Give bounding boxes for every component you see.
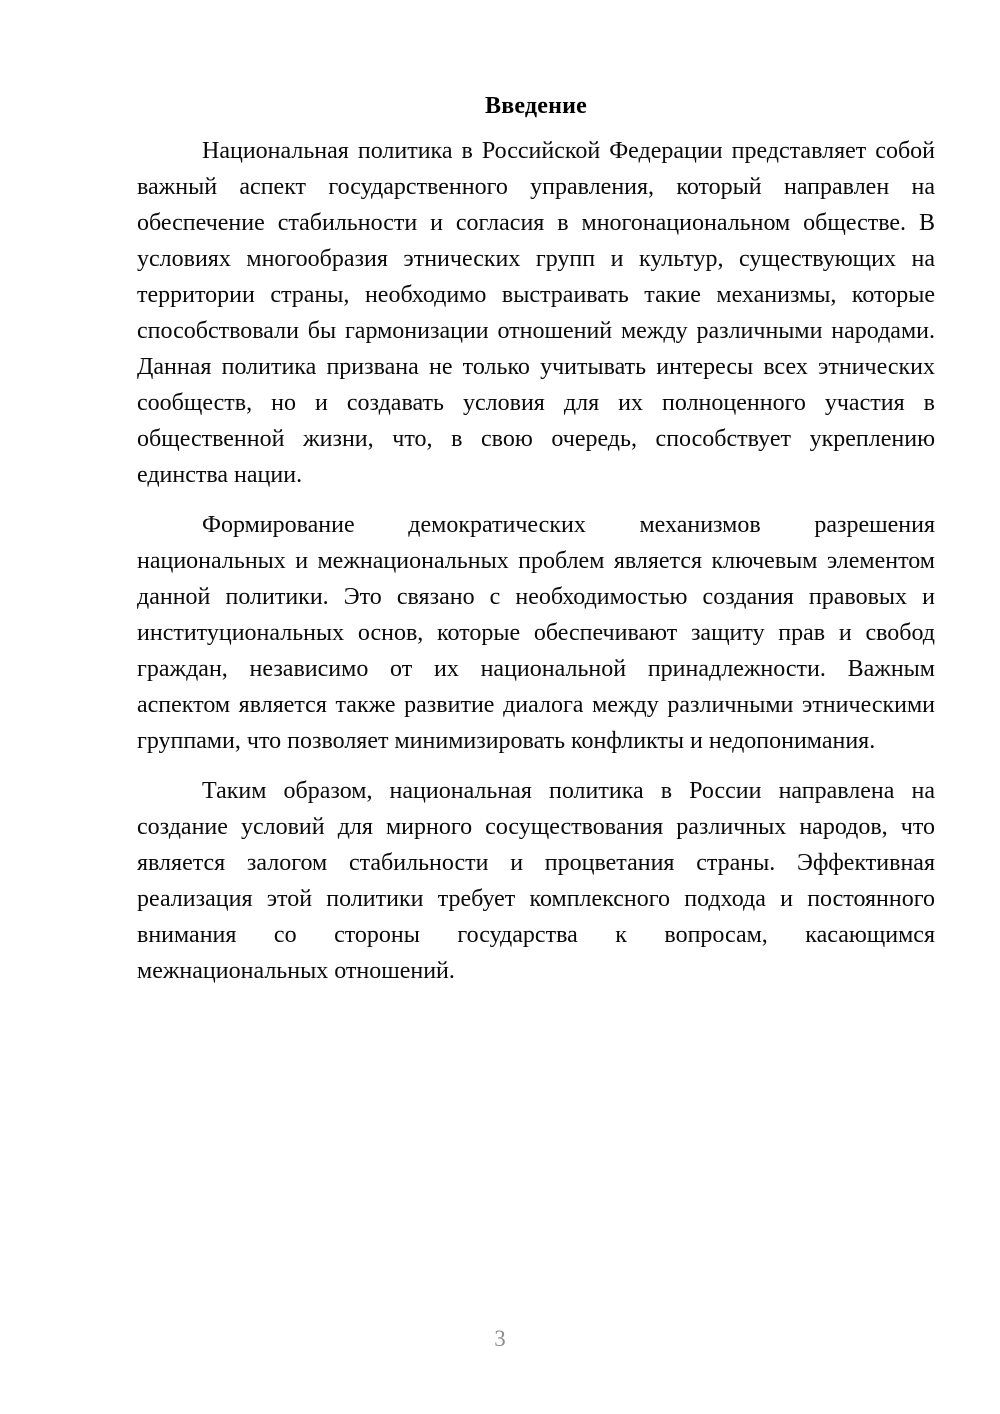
body-paragraph: Формирование демократических механизмов разрешения национальных и межнациональных проблем является ключевым элементом данной политики. Это связано с необходимостью создания правовых и институциональных основ, которые обеспечивают защиту прав и свобод граждан, независимо от их национальной принадлежности. Важным аспектом является также развитие диалога между различными этническими группами, что позволяет минимизировать конфликты и недопонимания. — [137, 512, 935, 754]
body-paragraph: Таким образом, национальная политика в России направлена на создание условий для мирного сосуществования различных народов, что является залогом стабильности и процветания страны. Эффективная реализация этой политики требует комплексного подхода и постоянного внимания со стороны государства к вопросам, касающимся межнациональных отношений. — [137, 778, 935, 984]
page-number: 3 — [494, 1326, 506, 1351]
document-body — [137, 88, 935, 989]
page-title: Введение — [484, 93, 587, 119]
body-paragraph: Национальная политика в Российской Федерации представляет собой важный аспект государственного управления, который направлен на обеспечение стабильности и согласия в многонациональном обществе. В условиях многообразия этнических групп и культур, существующих на территории страны, необходимо выстраивать такие механизмы, которые способствовали бы гармонизации отношений между различными народами. Данная политика призвана не только учитывать интересы всех этнических сообществ, но и создавать условия для их полноценного участия в общественной жизни, что, в свою очередь, способствует укреплению единства нации. — [137, 138, 935, 488]
